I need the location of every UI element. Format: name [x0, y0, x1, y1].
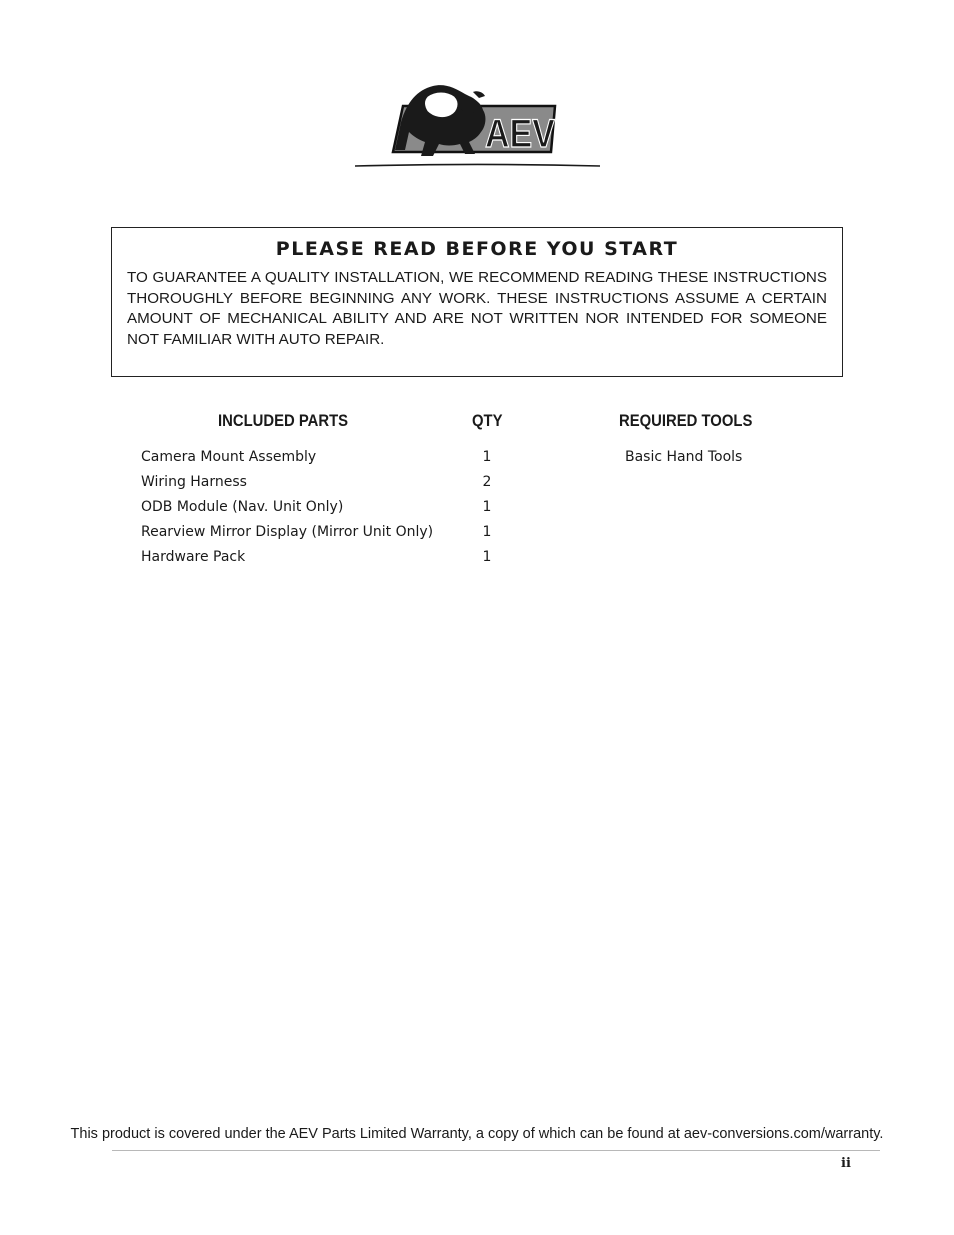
- part-row: [141, 547, 521, 572]
- part-name: Rearview Mirror Display (Mirror Unit Only): [141, 524, 434, 540]
- part-row: [141, 447, 521, 472]
- page-number: ii: [841, 1156, 851, 1171]
- read-before-start-notice: [111, 227, 843, 377]
- part-qty: 1: [482, 499, 492, 515]
- notice-body: TO GUARANTEE A QUALITY INSTALLATION, WE RECOMMEND READING THESE INSTRUCTIONS THOROUGHLY BEFORE BEGINNING ANY WORK. THESE INSTRUCTIONS ASSUME A CERTAIN AMOUNT OF MECHANICAL ABILITY AND ARE NOT WRITTEN NOR INTENDED FOR SOMEONE NOT FAMILIAR WITH AUTO REPAIR.: [127, 269, 827, 349]
- part-row: [141, 472, 521, 497]
- part-name: Hardware Pack: [141, 549, 246, 565]
- logo-text: AEV: [484, 110, 555, 156]
- part-name: Wiring Harness: [141, 474, 247, 490]
- included-parts-header: INCLUDED PARTS: [218, 412, 349, 430]
- qty-header: QTY: [472, 412, 503, 430]
- required-tools-header: REQUIRED TOOLS: [619, 412, 753, 430]
- notice-title: PLEASE READ BEFORE YOU START: [275, 238, 679, 260]
- part-qty: 1: [482, 524, 492, 540]
- part-name: Camera Mount Assembly: [141, 449, 317, 465]
- included-parts-list: [141, 447, 521, 572]
- part-qty: 1: [482, 549, 492, 565]
- part-name: ODB Module (Nav. Unit Only): [141, 499, 344, 515]
- part-row: [141, 522, 521, 547]
- part-qty: 2: [482, 474, 492, 490]
- tool-item: Basic Hand Tools: [625, 449, 743, 465]
- required-tools-list: [625, 447, 742, 472]
- aev-logo: [355, 80, 600, 170]
- footer-divider: [112, 1150, 880, 1151]
- part-row: [141, 497, 521, 522]
- bison-icon: [355, 80, 600, 170]
- warranty-notice: This product is covered under the AEV Parts Limited Warranty, a copy of which can be found at aev-conversions.com/warranty.: [70, 1126, 884, 1142]
- part-qty: 1: [482, 449, 492, 465]
